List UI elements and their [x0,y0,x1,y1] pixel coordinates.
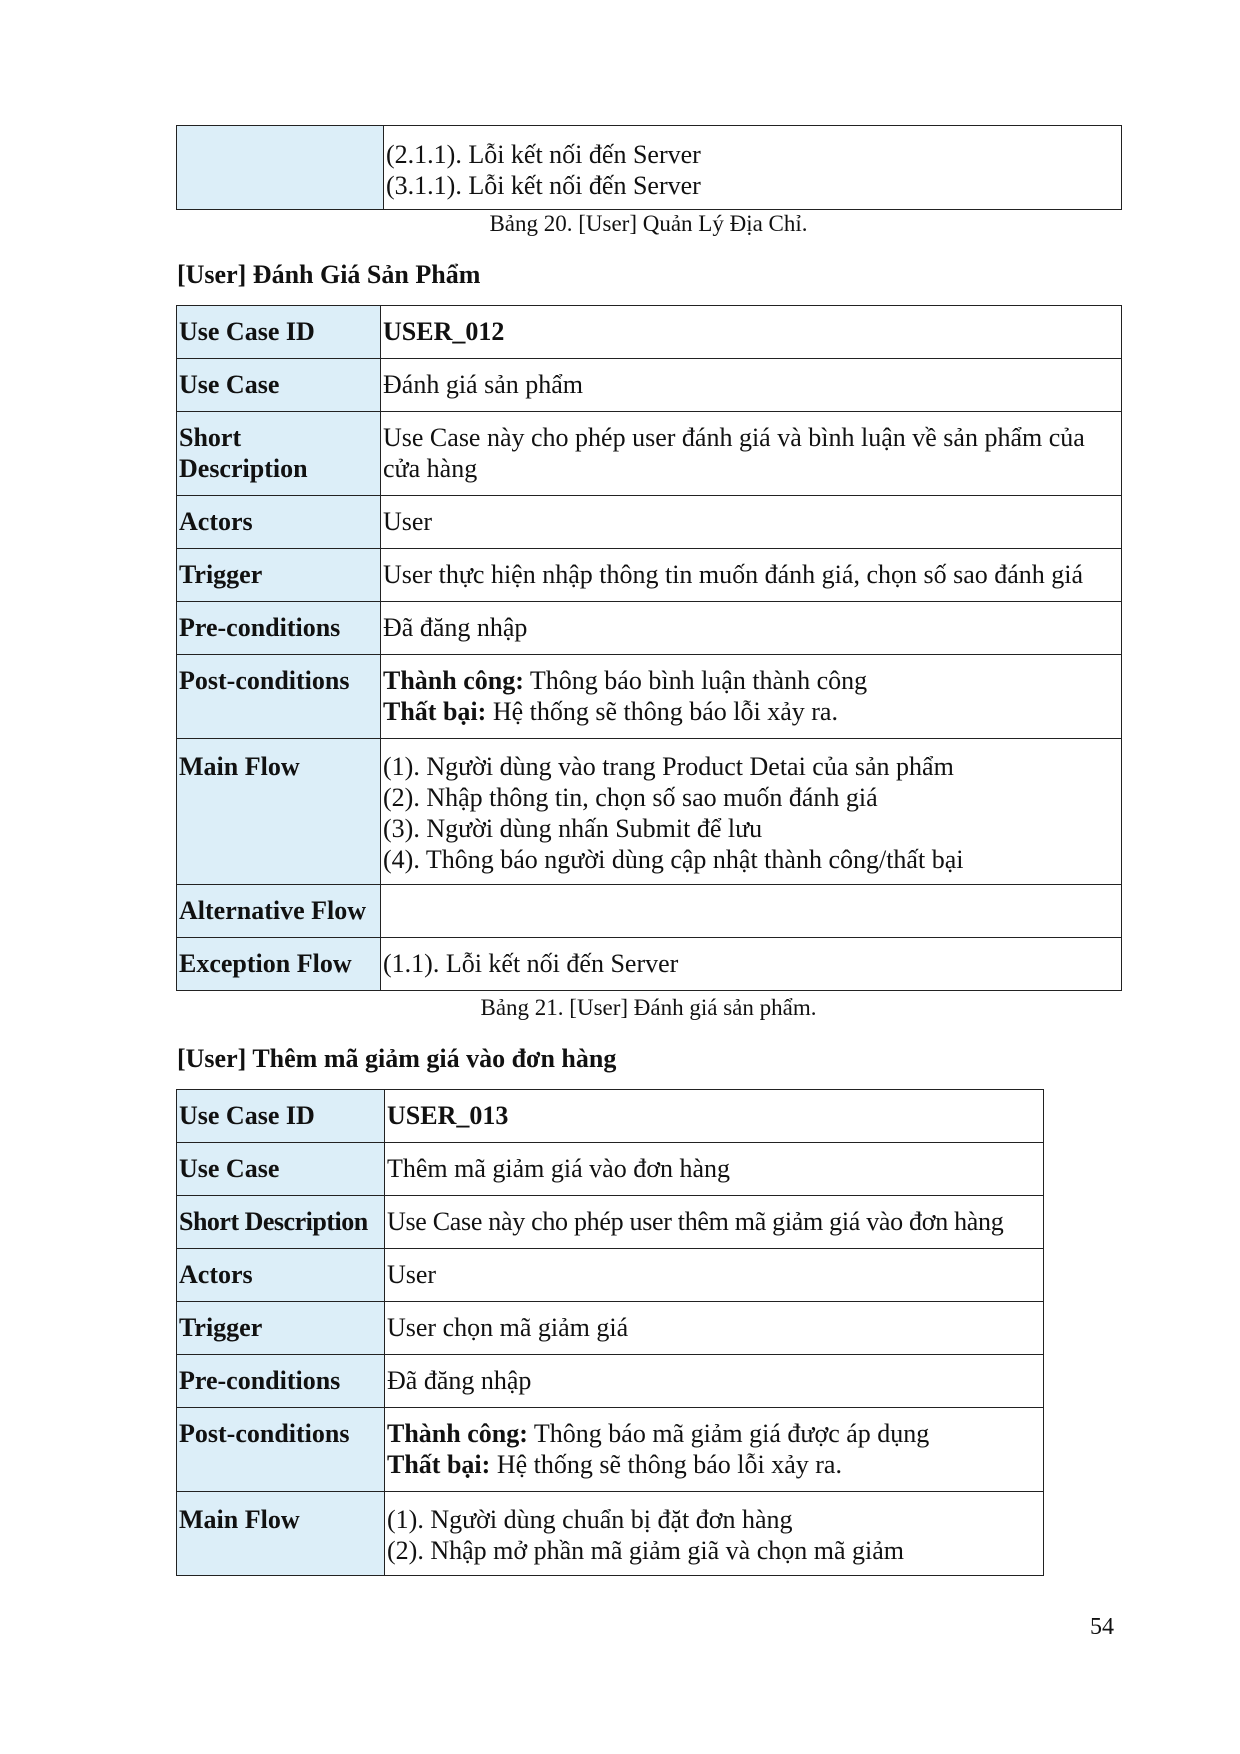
table-21-caption: Bảng 21. [User] Đánh giá sản phẩm. [480,995,817,1020]
value-post-conditions [381,655,1122,739]
label-use-case: Use Case [177,359,381,412]
value-use-case: Đánh giá sản phẩm [381,359,1122,412]
value-pre-conditions: Đã đăng nhập [385,1355,1044,1408]
label-short-description: Short Description [177,1196,385,1249]
value-alternative-flow [381,885,1122,938]
post-success-label: Thành công: [383,666,524,695]
prev-exception-flow-cell [384,126,1122,210]
label-use-case-id: Use Case ID [177,306,381,359]
label-trigger: Trigger [177,1302,385,1355]
post-success-text: Thông báo mã giảm giá được áp dụng [527,1419,930,1448]
value-exception-flow: (1.1). Lỗi kết nối đến Server [381,938,1122,991]
prev-exception-line: (3.1.1). Lỗi kết nối đến Server [386,171,701,200]
value-pre-conditions: Đã đăng nhập [381,602,1122,655]
section-heading-add-discount: [User] Thêm mã giảm giá vào đơn hàng [177,1044,617,1073]
post-success-text: Thông báo bình luận thành công [523,666,868,695]
label-main-flow: Main Flow [177,1492,385,1576]
main-flow-step: (2). Nhập thông tin, chọn số sao muốn đánh giá [383,783,878,812]
label-alternative-flow: Alternative Flow [177,885,381,938]
label-main-flow: Main Flow [177,739,381,885]
value-short-description: Use Case này cho phép user thêm mã giảm giá vào đơn hàng [385,1196,1044,1249]
usecase-table-user-012 [176,305,1122,991]
value-actors: User [381,496,1122,549]
value-actors: User [385,1249,1044,1302]
post-fail-line [383,696,1119,727]
label-pre-conditions: Pre-conditions [177,602,381,655]
label-exception-flow: Exception Flow [177,938,381,991]
post-success-label: Thành công: [387,1419,528,1448]
post-fail-label: Thất bại: [387,1450,491,1479]
value-short-description-line: Use Case này cho phép user đánh giá và bình luận về sản phẩm của [383,423,1085,452]
post-fail-line [387,1449,1041,1480]
value-short-description [381,412,1122,496]
main-flow-step: (3). Người dùng nhấn Submit để lưu [383,814,763,843]
label-short-description-line: Description [179,454,308,483]
label-actors: Actors [177,1249,385,1302]
value-use-case: Thêm mã giảm giá vào đơn hàng [385,1143,1044,1196]
prev-exception-label-cell [177,126,384,210]
post-fail-label: Thất bại: [383,697,487,726]
label-actors: Actors [177,496,381,549]
label-trigger: Trigger [177,549,381,602]
post-fail-text: Hệ thống sẽ thông báo lỗi xảy ra. [490,1450,842,1479]
label-short-description [177,412,381,496]
value-use-case-id: USER_013 [385,1090,1044,1143]
label-post-conditions: Post-conditions [177,655,381,739]
value-trigger: User thực hiện nhập thông tin muốn đánh giá, chọn số sao đánh giá [381,549,1122,602]
value-short-description-line: cửa hàng [383,454,478,483]
label-use-case-id: Use Case ID [177,1090,385,1143]
value-post-conditions [385,1408,1044,1492]
label-short-description-line: Short [179,423,242,452]
label-post-conditions: Post-conditions [177,1408,385,1492]
value-main-flow [381,739,1122,885]
table-20-caption: Bảng 20. [User] Quản Lý Địa Chỉ. [489,211,808,236]
value-use-case-id: USER_012 [381,306,1122,359]
page-number: 54 [1090,1614,1114,1640]
main-flow-step: (2). Nhập mở phần mã giảm giã và chọn mã giảm [387,1536,904,1565]
post-success-line [383,665,1119,696]
label-use-case: Use Case [177,1143,385,1196]
main-flow-step: (4). Thông báo người dùng cập nhật thành công/thất bại [383,845,964,874]
value-main-flow [385,1492,1044,1576]
section-heading-rate-product: [User] Đánh Giá Sản Phẩm [177,260,481,289]
post-fail-text: Hệ thống sẽ thông báo lỗi xảy ra. [486,697,838,726]
prev-usecase-table [176,125,1122,210]
value-trigger: User chọn mã giảm giá [385,1302,1044,1355]
prev-exception-line: (2.1.1). Lỗi kết nối đến Server [386,140,701,169]
label-pre-conditions: Pre-conditions [177,1355,385,1408]
post-success-line [387,1418,1041,1449]
main-flow-step: (1). Người dùng vào trang Product Detai của sản phẩm [383,752,954,781]
usecase-table-user-013 [176,1089,1044,1576]
main-flow-step: (1). Người dùng chuẩn bị đặt đơn hàng [387,1505,793,1534]
